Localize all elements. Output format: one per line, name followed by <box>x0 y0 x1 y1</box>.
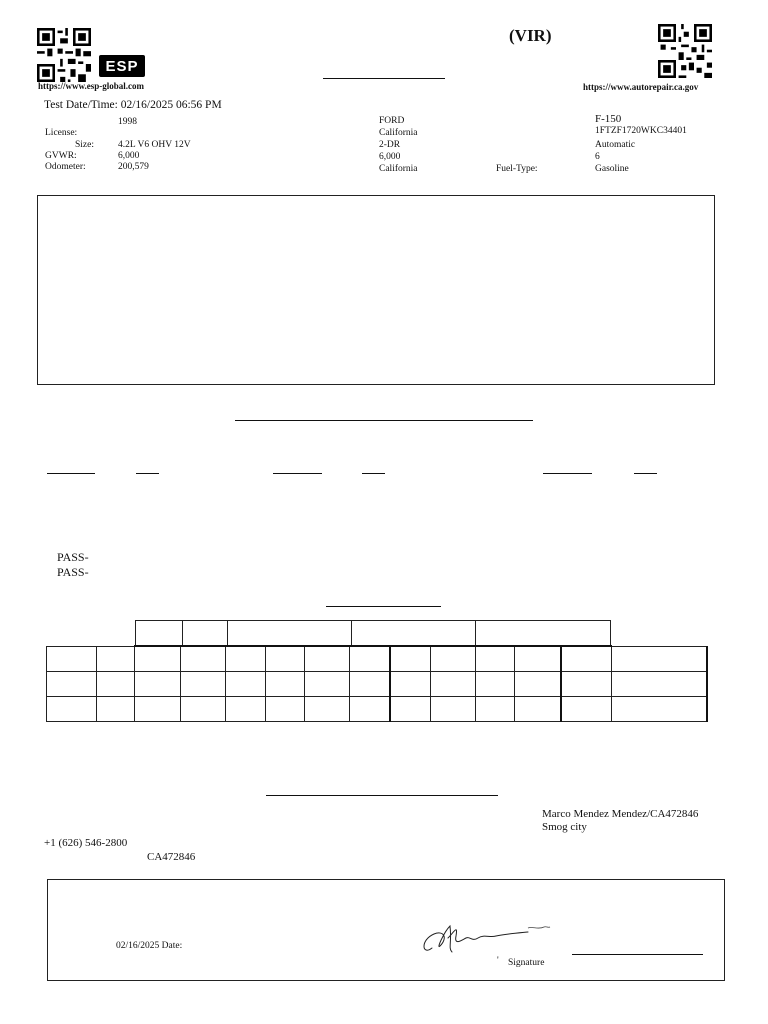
emissions-table <box>46 645 708 722</box>
page-title: (VIR) <box>509 26 552 45</box>
table-row <box>47 696 708 721</box>
blank-line-6 <box>634 473 657 474</box>
gvwr-value: 6,000 <box>118 151 140 161</box>
technician-name: Marco Mendez Mendez/CA472846 <box>542 808 699 820</box>
vehicle-make: FORD <box>379 116 405 126</box>
test-datetime <box>44 99 222 111</box>
right-qr-code-icon <box>658 24 712 78</box>
blank-line-5 <box>543 473 592 474</box>
vehicle-model: F-150 <box>595 113 622 125</box>
table-row <box>47 646 708 671</box>
station-city: Smog city <box>542 821 587 833</box>
date-value: 02/16/2025 <box>116 941 160 951</box>
test-datetime-label: Test Date/Time: <box>44 99 118 111</box>
table-row <box>47 671 708 696</box>
blank-line-4 <box>362 473 385 474</box>
vehicle-gvwr-2: 6,000 <box>379 152 401 162</box>
blank-line-3 <box>273 473 322 474</box>
station-phone: +1 (626) 546-2800 <box>44 837 128 849</box>
signature-line <box>572 954 703 955</box>
signature-box <box>47 879 725 981</box>
signature-date-value <box>116 941 182 952</box>
odometer-label: Odometer: <box>45 162 86 172</box>
section-heading-underline <box>235 420 533 421</box>
blank-line-1 <box>47 473 95 474</box>
vehicle-state-2: California <box>379 164 418 174</box>
fuel-type-value: Gasoline <box>595 164 629 174</box>
handwritten-signature-icon <box>418 918 552 960</box>
blank-line-2 <box>136 473 159 474</box>
vehicle-year: 1998 <box>118 117 137 127</box>
odometer-value: 200,579 <box>118 162 149 172</box>
vehicle-vin: 1FTZF1720WKC34401 <box>595 126 687 136</box>
left-qr-code-icon <box>37 28 91 82</box>
fuel-type-label: Fuel-Type: <box>496 164 538 174</box>
pass-result-1: PASS- <box>57 550 89 564</box>
date-label: Date: <box>161 941 183 951</box>
station-heading-underline <box>266 795 498 796</box>
title-underline <box>323 78 445 79</box>
emissions-table-header <box>135 620 611 646</box>
right-url-link[interactable]: https://www.autorepair.ca.gov <box>583 82 699 92</box>
pass-result-2: PASS- <box>57 565 89 579</box>
table-heading-underline <box>326 606 441 607</box>
vehicle-transmission: Automatic <box>595 140 636 150</box>
vehicle-body: 2-DR <box>379 140 401 150</box>
signature-label: Signature <box>508 958 545 968</box>
vehicle-state: California <box>379 128 418 138</box>
left-url-link[interactable]: https://www.esp-global.com <box>38 81 145 91</box>
license-label: License: <box>45 128 78 138</box>
signature-mark: ' <box>497 956 499 966</box>
size-label: Size: <box>75 140 94 150</box>
station-license: CA472846 <box>147 851 196 863</box>
notes-box <box>37 195 715 385</box>
size-value: 4.2L V6 OHV 12V <box>118 140 191 150</box>
vehicle-cylinders: 6 <box>595 152 600 162</box>
esp-logo: ESP <box>99 55 145 77</box>
test-datetime-value: 02/16/2025 06:56 PM <box>120 99 222 111</box>
gvwr-label: GVWR: <box>45 151 77 161</box>
